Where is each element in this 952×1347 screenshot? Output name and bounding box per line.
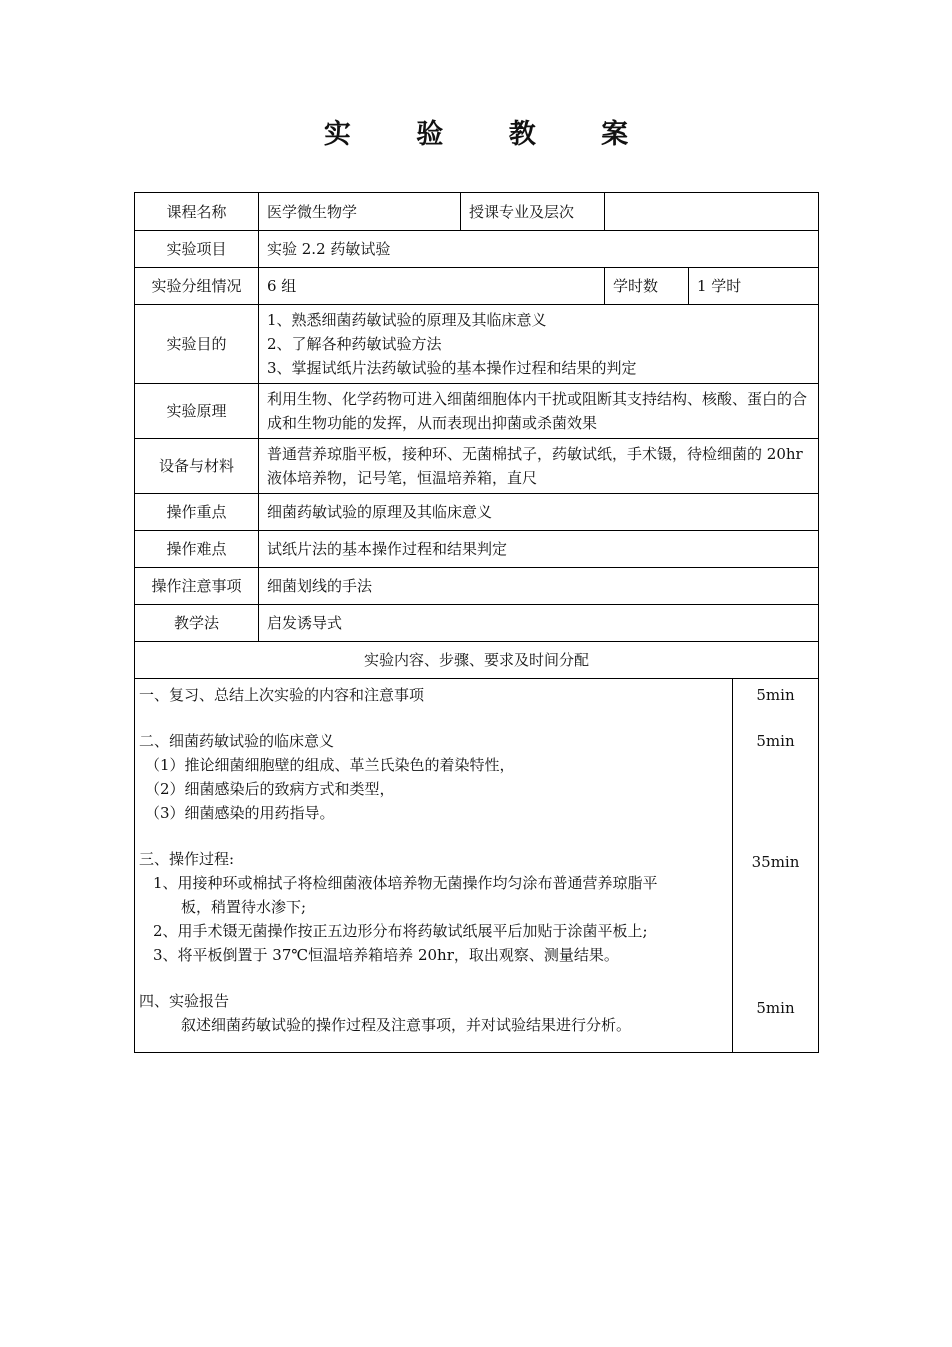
table-row (135, 494, 819, 531)
table-row (135, 268, 819, 305)
method-label: 教学法 (135, 605, 259, 642)
purpose-label: 实验目的 (135, 305, 259, 384)
project-label: 实验项目 (135, 231, 259, 268)
course-name-label: 课程名称 (135, 193, 259, 231)
section-4-heading: 四、实验报告 (139, 992, 230, 1010)
purpose-item: 3、掌握试纸片法药敏试验的基本操作过程和结果的判定 (267, 359, 637, 377)
purpose-item: 2、了解各种药敏试验方法 (267, 335, 442, 353)
table-row (135, 193, 819, 231)
principle-label: 实验原理 (135, 384, 259, 439)
section-1-time: 5min (756, 686, 795, 704)
page-title: 实 验 教 案 (323, 119, 657, 150)
purpose-item: 1、熟悉细菌药敏试验的原理及其临床意义 (267, 311, 547, 329)
table-row (135, 568, 819, 605)
section-2-item: （2）细菌感染后的致病方式和类型， (145, 780, 395, 798)
principle-value: 利用生物、化学药物可进入细菌细胞体内干扰或阻断其支持结构、核酸、蛋白的合成和生物功能的发挥，从而表现出抑菌或杀菌效果 (259, 384, 819, 439)
section-2-time: 5min (756, 732, 795, 750)
difficulty-value: 试纸片法的基本操作过程和结果判定 (259, 531, 819, 568)
table-row (135, 642, 819, 679)
section-3-step-2: 2、用手术镊无菌操作按正五边形分布将药敏试纸展平后加贴于涂菌平板上; (153, 922, 648, 940)
table-row (135, 384, 819, 439)
content-section-header: 实验内容、步骤、要求及时间分配 (135, 642, 819, 679)
purpose-value (259, 305, 819, 384)
group-label: 实验分组情况 (135, 268, 259, 305)
key-point-label: 操作重点 (135, 494, 259, 531)
notice-label: 操作注意事项 (135, 568, 259, 605)
section-2-item: （1）推论细菌细胞壁的组成、革兰氏染色的着染特性， (145, 756, 515, 774)
section-1-heading: 一、复习、总结上次实验的内容和注意事项 (139, 686, 425, 704)
major-level-label: 授课专业及层次 (461, 193, 605, 231)
section-3-step-1-cont: 板，稍置待水渗下; (181, 898, 307, 916)
table-row (135, 305, 819, 384)
course-name-value: 医学微生物学 (259, 193, 461, 231)
section-3-heading: 三、操作过程: (139, 850, 235, 868)
content-steps (135, 679, 733, 1053)
hours-value: 1 学时 (689, 268, 819, 305)
key-point-value: 细菌药敏试验的原理及其临床意义 (259, 494, 819, 531)
major-level-value (605, 193, 819, 231)
method-value: 启发诱导式 (259, 605, 819, 642)
section-3-time: 35min (751, 853, 800, 871)
group-value: 6 组 (259, 268, 605, 305)
time-allocation (733, 679, 819, 1053)
notice-value: 细菌划线的手法 (259, 568, 819, 605)
table-row (135, 439, 819, 494)
section-3-step-1: 1、用接种环或棉拭子将检细菌液体培养物无菌操作均匀涂布普通营养琼脂平 (153, 874, 658, 892)
project-value: 实验 2.2 药敏试验 (259, 231, 819, 268)
table-row (135, 531, 819, 568)
hours-label: 学时数 (605, 268, 689, 305)
lesson-plan-table (134, 192, 819, 1053)
table-row (135, 605, 819, 642)
table-row (135, 679, 819, 1053)
table-row (135, 231, 819, 268)
section-3-step-3: 3、将平板倒置于 37℃恒温培养箱培养 20hr，取出观察、测量结果。 (153, 946, 619, 964)
equipment-value: 普通营养琼脂平板，接种环、无菌棉拭子，药敏试纸，手术镊，待检细菌的 20hr 液体培养物，记号笔，恒温培养箱，直尺 (259, 439, 819, 494)
equipment-label: 设备与材料 (135, 439, 259, 494)
section-2-heading: 二、细菌药敏试验的临床意义 (139, 732, 335, 750)
section-4-time: 5min (756, 999, 795, 1017)
difficulty-label: 操作难点 (135, 531, 259, 568)
section-2-item: （3）细菌感染的用药指导。 (145, 804, 335, 822)
section-4-body: 叙述细菌药敏试验的操作过程及注意事项，并对试验结果进行分析。 (181, 1016, 632, 1034)
